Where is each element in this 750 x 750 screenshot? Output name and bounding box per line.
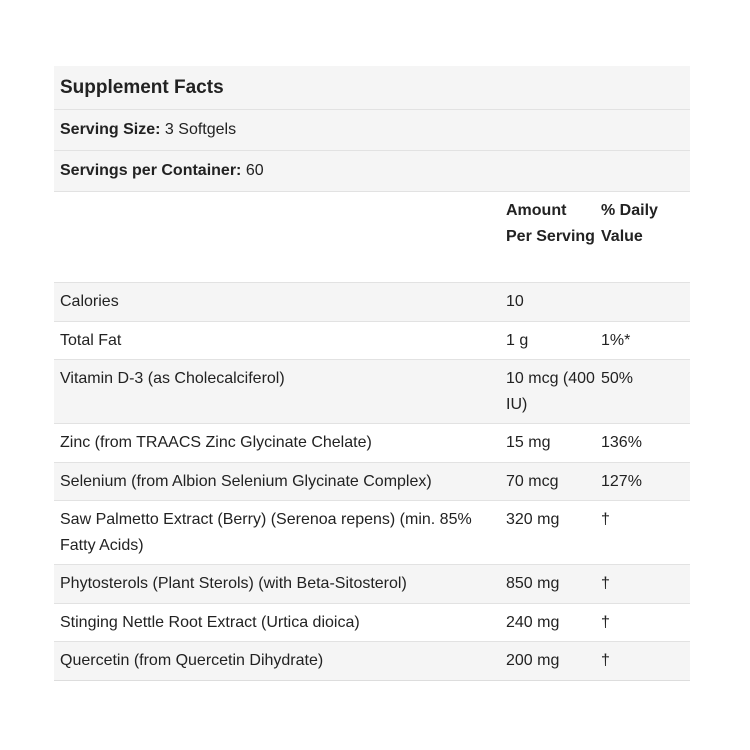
- nutrient-name: Vitamin D-3 (as Cholecalciferol): [60, 370, 285, 387]
- supplement-facts-table: [54, 66, 690, 681]
- serving-size-label: Serving Size:: [60, 121, 161, 138]
- nutrient-amount: 10: [506, 293, 524, 310]
- table-row: [54, 564, 690, 603]
- table-row: [54, 359, 690, 423]
- nutrient-name: Stinging Nettle Root Extract (Urtica dioica): [60, 613, 360, 631]
- serving-size-row: [54, 109, 690, 150]
- serving-size-value: 3 Softgels: [160, 121, 237, 138]
- nutrient-name: Quercetin (from Quercetin Dihydrate): [60, 652, 324, 669]
- nutrient-daily-value: 50%: [601, 370, 634, 387]
- column-header-name: [54, 192, 500, 282]
- table-row: [54, 462, 690, 501]
- column-header-daily-value: % Daily Value: [601, 202, 658, 245]
- nutrient-name: Phytosterols (Plant Sterols) (with Beta-Sitosterol): [60, 575, 407, 592]
- nutrient-daily-value: 127%: [601, 472, 642, 490]
- nutrient-amount: 200 mg: [506, 652, 560, 669]
- table-row: [54, 423, 690, 462]
- nutrient-daily-value: 136%: [601, 434, 642, 451]
- servings-per-container-label: Servings per Container:: [60, 162, 242, 179]
- nutrient-daily-value: †: [601, 575, 610, 592]
- column-header-row: [54, 191, 690, 282]
- table-row: [54, 500, 690, 564]
- nutrient-name: Calories: [60, 293, 119, 310]
- nutrient-amount: 10 mcg (400 IU): [506, 370, 595, 413]
- table-row: [54, 641, 690, 680]
- nutrient-rows: [54, 282, 690, 680]
- servings-per-container-value: 60: [241, 162, 264, 179]
- column-header-amount: Amount Per Serving: [506, 202, 595, 245]
- nutrient-amount: 15 mg: [506, 434, 551, 451]
- nutrient-daily-value: †: [601, 511, 610, 528]
- nutrient-amount: 320 mg: [506, 511, 560, 528]
- table-row: [54, 603, 690, 642]
- nutrient-amount: 240 mg: [506, 613, 560, 631]
- nutrient-amount: 850 mg: [506, 575, 560, 592]
- nutrient-name: Selenium (from Albion Selenium Glycinate Complex): [60, 472, 432, 490]
- servings-per-container-row: [54, 150, 690, 191]
- nutrient-daily-value: 1%*: [601, 331, 631, 349]
- table-row: [54, 282, 690, 321]
- table-row: [54, 321, 690, 360]
- nutrient-name: Saw Palmetto Extract (Berry) (Serenoa repens) (min. 85% Fatty Acids): [60, 511, 472, 554]
- nutrient-daily-value: [595, 283, 690, 321]
- nutrient-amount: 70 mcg: [506, 472, 559, 490]
- table-title: Supplement Facts: [60, 76, 224, 98]
- title-row: [54, 66, 690, 109]
- nutrient-daily-value: †: [601, 613, 610, 631]
- nutrient-name: Zinc (from TRAACS Zinc Glycinate Chelate): [60, 434, 372, 451]
- nutrient-daily-value: †: [601, 652, 610, 669]
- nutrient-amount: 1 g: [506, 331, 529, 349]
- nutrient-name: Total Fat: [60, 331, 122, 349]
